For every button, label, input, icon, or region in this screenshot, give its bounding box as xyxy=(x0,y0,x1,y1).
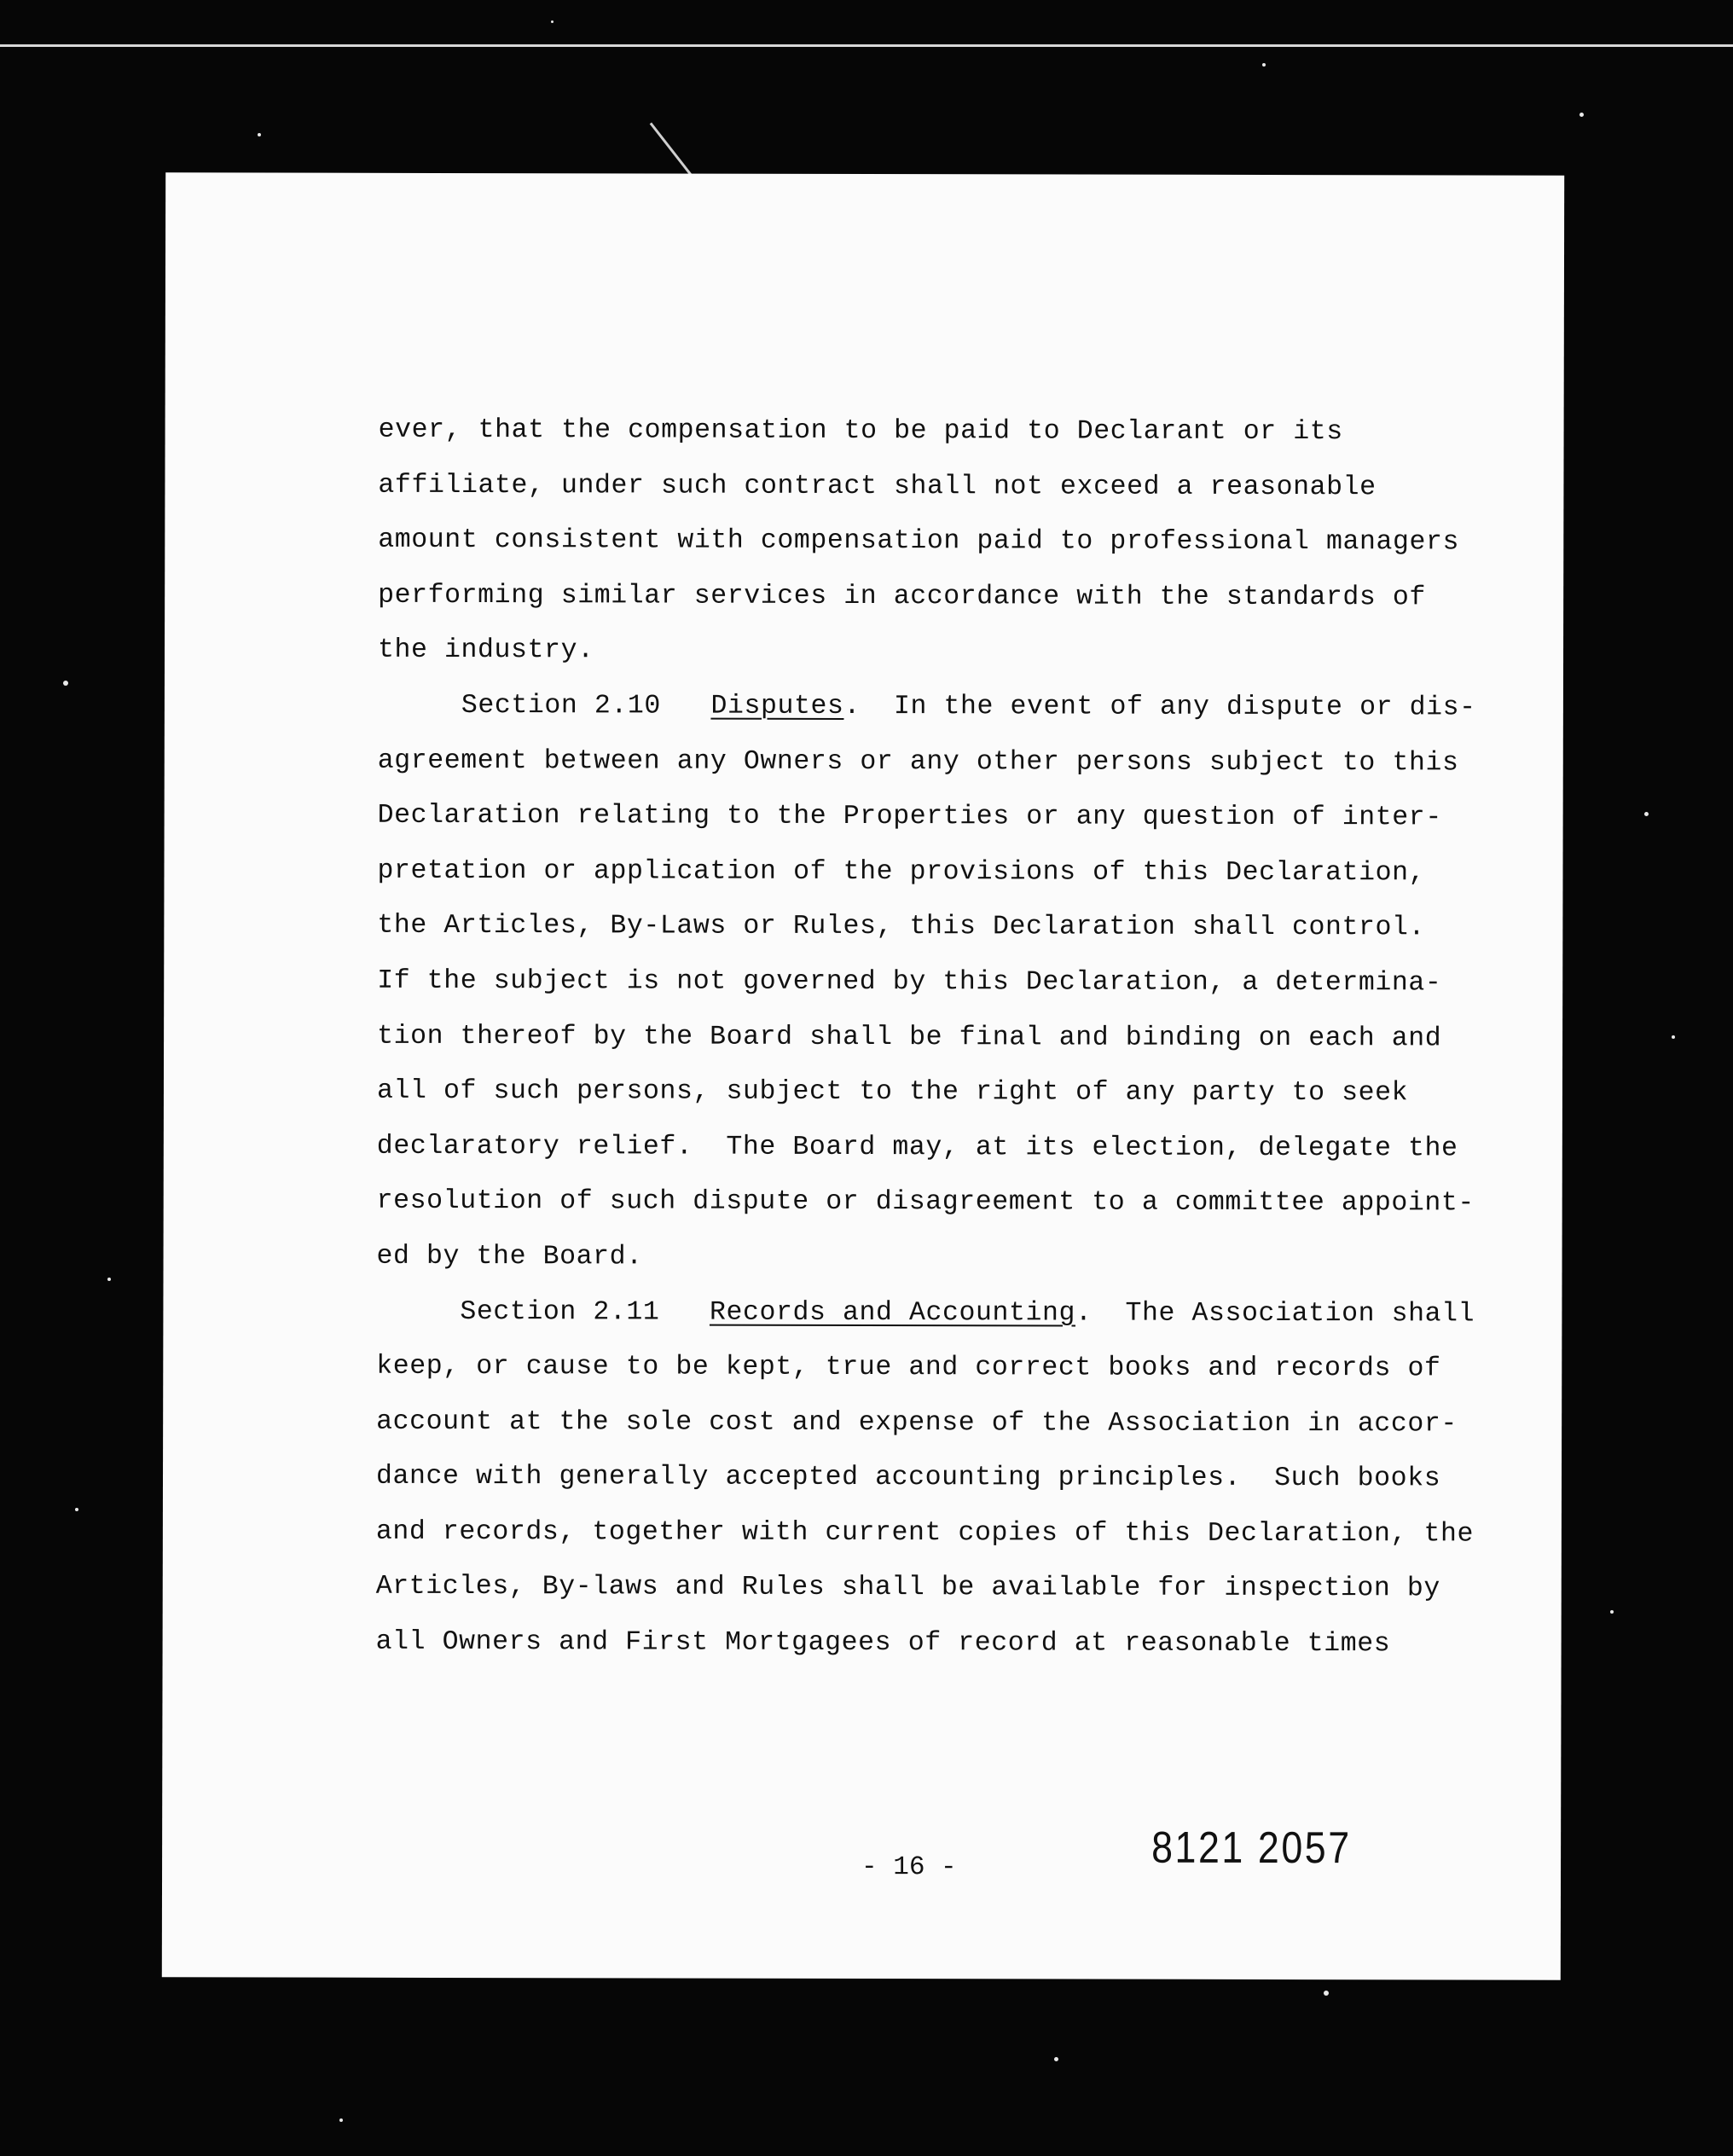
section-2-11-intro: . The Association shall xyxy=(1075,1298,1475,1330)
section-2-11-opening-line xyxy=(376,1284,1476,1342)
text-line: agreement between any Owners or any other persons subject to this xyxy=(377,745,1459,779)
scan-speck xyxy=(339,2118,343,2122)
scan-speck xyxy=(1610,1610,1614,1614)
text-line: ed by the Board. xyxy=(376,1241,643,1272)
text-line: resolution of such dispute or disagreement to a committee appoint- xyxy=(376,1186,1475,1219)
text-line: keep, or cause to be kept, true and correct books and records of xyxy=(376,1351,1441,1384)
section-2-11-heading: Records and Accounting xyxy=(709,1297,1076,1329)
page-number: - 16 - xyxy=(861,1852,957,1883)
text-line: tion thereof by the Board shall be final and binding on each and xyxy=(377,1021,1442,1053)
section-2-10-opening-line xyxy=(378,679,1478,736)
section-2-10-label: Section 2.10 xyxy=(461,690,711,722)
text-line: ever, that the compensation to be paid to Declarant or its xyxy=(378,414,1343,448)
document-body xyxy=(376,403,1479,1672)
text-line: performing similar services in accordance with the standards of xyxy=(378,580,1426,613)
scan-speck xyxy=(1054,2057,1058,2061)
text-line: amount consistent with compensation paid to professional managers xyxy=(378,525,1460,558)
scan-speck xyxy=(1262,63,1266,67)
text-line: Articles, By-laws and Rules shall be available for inspection by xyxy=(375,1572,1440,1604)
text-line: affiliate, under such contract shall not exceed a reasonable xyxy=(378,470,1377,502)
text-line: the Articles, By-Laws or Rules, this Declaration shall control. xyxy=(377,911,1426,943)
text-line: all Owners and First Mortgagees of record at reasonable times xyxy=(375,1626,1391,1660)
text-line: account at the sole cost and expense of the Association in accor- xyxy=(376,1406,1458,1440)
text-line: declaratory relief. The Board may, at its election, delegate the xyxy=(376,1131,1458,1164)
section-2-11-label: Section 2.11 xyxy=(460,1296,710,1328)
scan-scratch xyxy=(650,123,694,178)
scan-speck xyxy=(1672,1035,1675,1039)
section-2-10-intro: . In the event of any dispute or dis- xyxy=(843,691,1476,723)
text-line: all of such persons, subject to the right of any party to seek xyxy=(376,1075,1409,1109)
text-line: If the subject is not governed by this Declaration, a determina- xyxy=(377,965,1442,999)
recording-file-number: 8121 2057 xyxy=(1151,1823,1352,1874)
scan-speck xyxy=(258,133,261,136)
scan-speck xyxy=(551,20,554,23)
text-line: Declaration relating to the Properties or any question of inter- xyxy=(377,800,1442,833)
document-page xyxy=(162,172,1564,1979)
section-2-10-heading: Disputes xyxy=(710,691,844,722)
scan-speck xyxy=(1324,1991,1329,1996)
text-line: dance with generally accepted accounting principles. Such books xyxy=(375,1462,1441,1494)
text-line: the industry. xyxy=(378,635,594,666)
scan-speck xyxy=(63,681,68,686)
scan-speck xyxy=(75,1508,78,1511)
text-line: and records, together with current copies of this Declaration, the xyxy=(375,1516,1475,1550)
scan-speck xyxy=(1579,113,1584,117)
text-line: pretation or application of the provisions of this Declaration, xyxy=(377,855,1426,889)
top-scan-rule xyxy=(0,44,1733,47)
scan-speck xyxy=(1644,812,1649,816)
scan-speck xyxy=(107,1278,111,1281)
